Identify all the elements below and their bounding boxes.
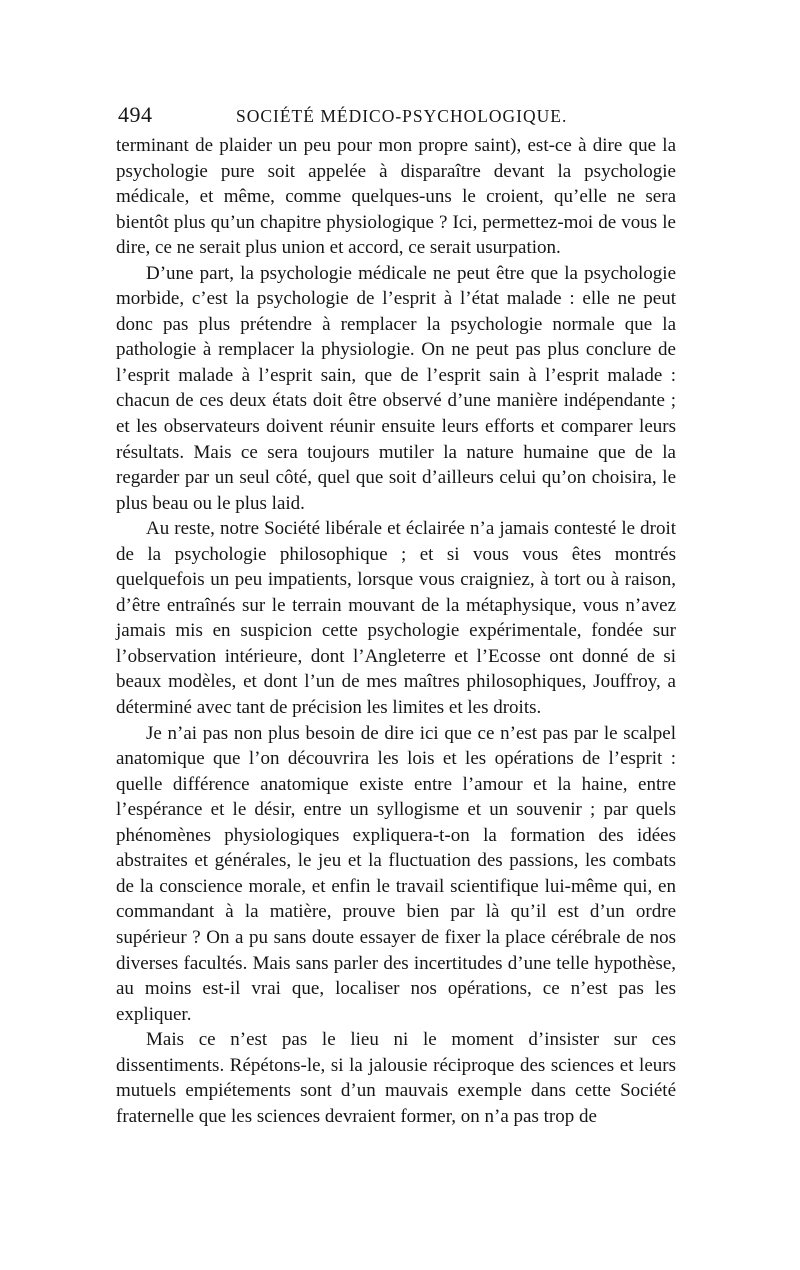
- page-number: 494: [118, 102, 153, 127]
- body-text: [116, 133, 676, 1129]
- paragraph: Mais ce n’est pas le lieu ni le moment d’insister sur ces dissentiments. Répétons-le, si la jalousie réciproque des sciences et leurs mutuels empiétements sont d’un mauvais exemple dans cette Société fraternelle que les sciences devraient former, on n’a pas trop de: [116, 1029, 676, 1127]
- paragraph-continued: terminant de plaider un peu pour mon propre saint), est-ce à dire que la psychologie pure soit appelée à disparaître devant la psychologie médicale, et même, comme quelques-uns le croient, qu’elle ne sera bientôt plus qu’un chapitre physiologique ? Ici, permettez-moi de vous le dire, ce ne serait plus union et accord, ce serait usurpation.: [116, 135, 676, 259]
- page-header: [118, 102, 678, 132]
- paragraph: Au reste, notre Société libérale et éclairée n’a jamais contesté le droit de la psychologie philosophique ; et si vous vous êtes montrés quelquefois un peu impatients, lorsque vous craigniez, à tort ou à raison, d’être entraînés sur le terrain mouvant de la métaphysique, vous n’avez jamais mis en suspicion cette psychologie expérimentale, fondée sur l’observation intérieure, dont l’Angleterre et l’Ecosse ont donné de si beaux modèles, et dont l’un de mes maîtres philosophiques, Jouffroy, a déterminé avec tant de précision les limites et les droits.: [116, 518, 676, 719]
- running-head: SOCIÉTÉ MÉDICO-PSYCHOLOGIQUE.: [236, 106, 568, 126]
- paragraph: D’une part, la psychologie médicale ne peut être que la psychologie morbide, c’est la psychologie de l’esprit à l’état malade : elle ne peut donc pas plus prétendre à remplacer la psychologie normale que la pathologie à remplacer la physiologie. On ne peut pas plus conclure de l’esprit malade à l’esprit sain, que de l’esprit sain à l’esprit malade : chacun de ces deux états doit être observé d’une manière indépendante ; et les observateurs doivent réunir ensuite leurs efforts et comparer leurs résultats. Mais ce sera toujours mutiler la nature humaine que de la regarder par un seul côté, quel que soit d’ailleurs celui qu’on choisira, le plus beau ou le plus laid.: [116, 262, 676, 514]
- paragraph: Je n’ai pas non plus besoin de dire ici que ce n’est pas par le scalpel anatomique que l’on découvrira les lois et les opérations de l’esprit : quelle différence anatomique existe entre l’amour et la haine, entre l’espérance et le désir, entre un syllogisme et un souvenir ; par quels phénomènes physiologiques expliquera-t-on la formation des idées abstraites et générales, le jeu et la fluctuation des passions, les combats de la conscience morale, et enfin le travail scientifique lui-même qui, en commandant à la matière, prouve bien par là qu’il est d’un ordre supérieur ? On a pu sans doute essayer de fixer la place cérébrale de nos diverses facultés. Mais sans parler des incertitudes d’une telle hypothèse, au moins est-il vrai que, localiser nos opérations, ce n’est pas les expliquer.: [116, 722, 676, 1025]
